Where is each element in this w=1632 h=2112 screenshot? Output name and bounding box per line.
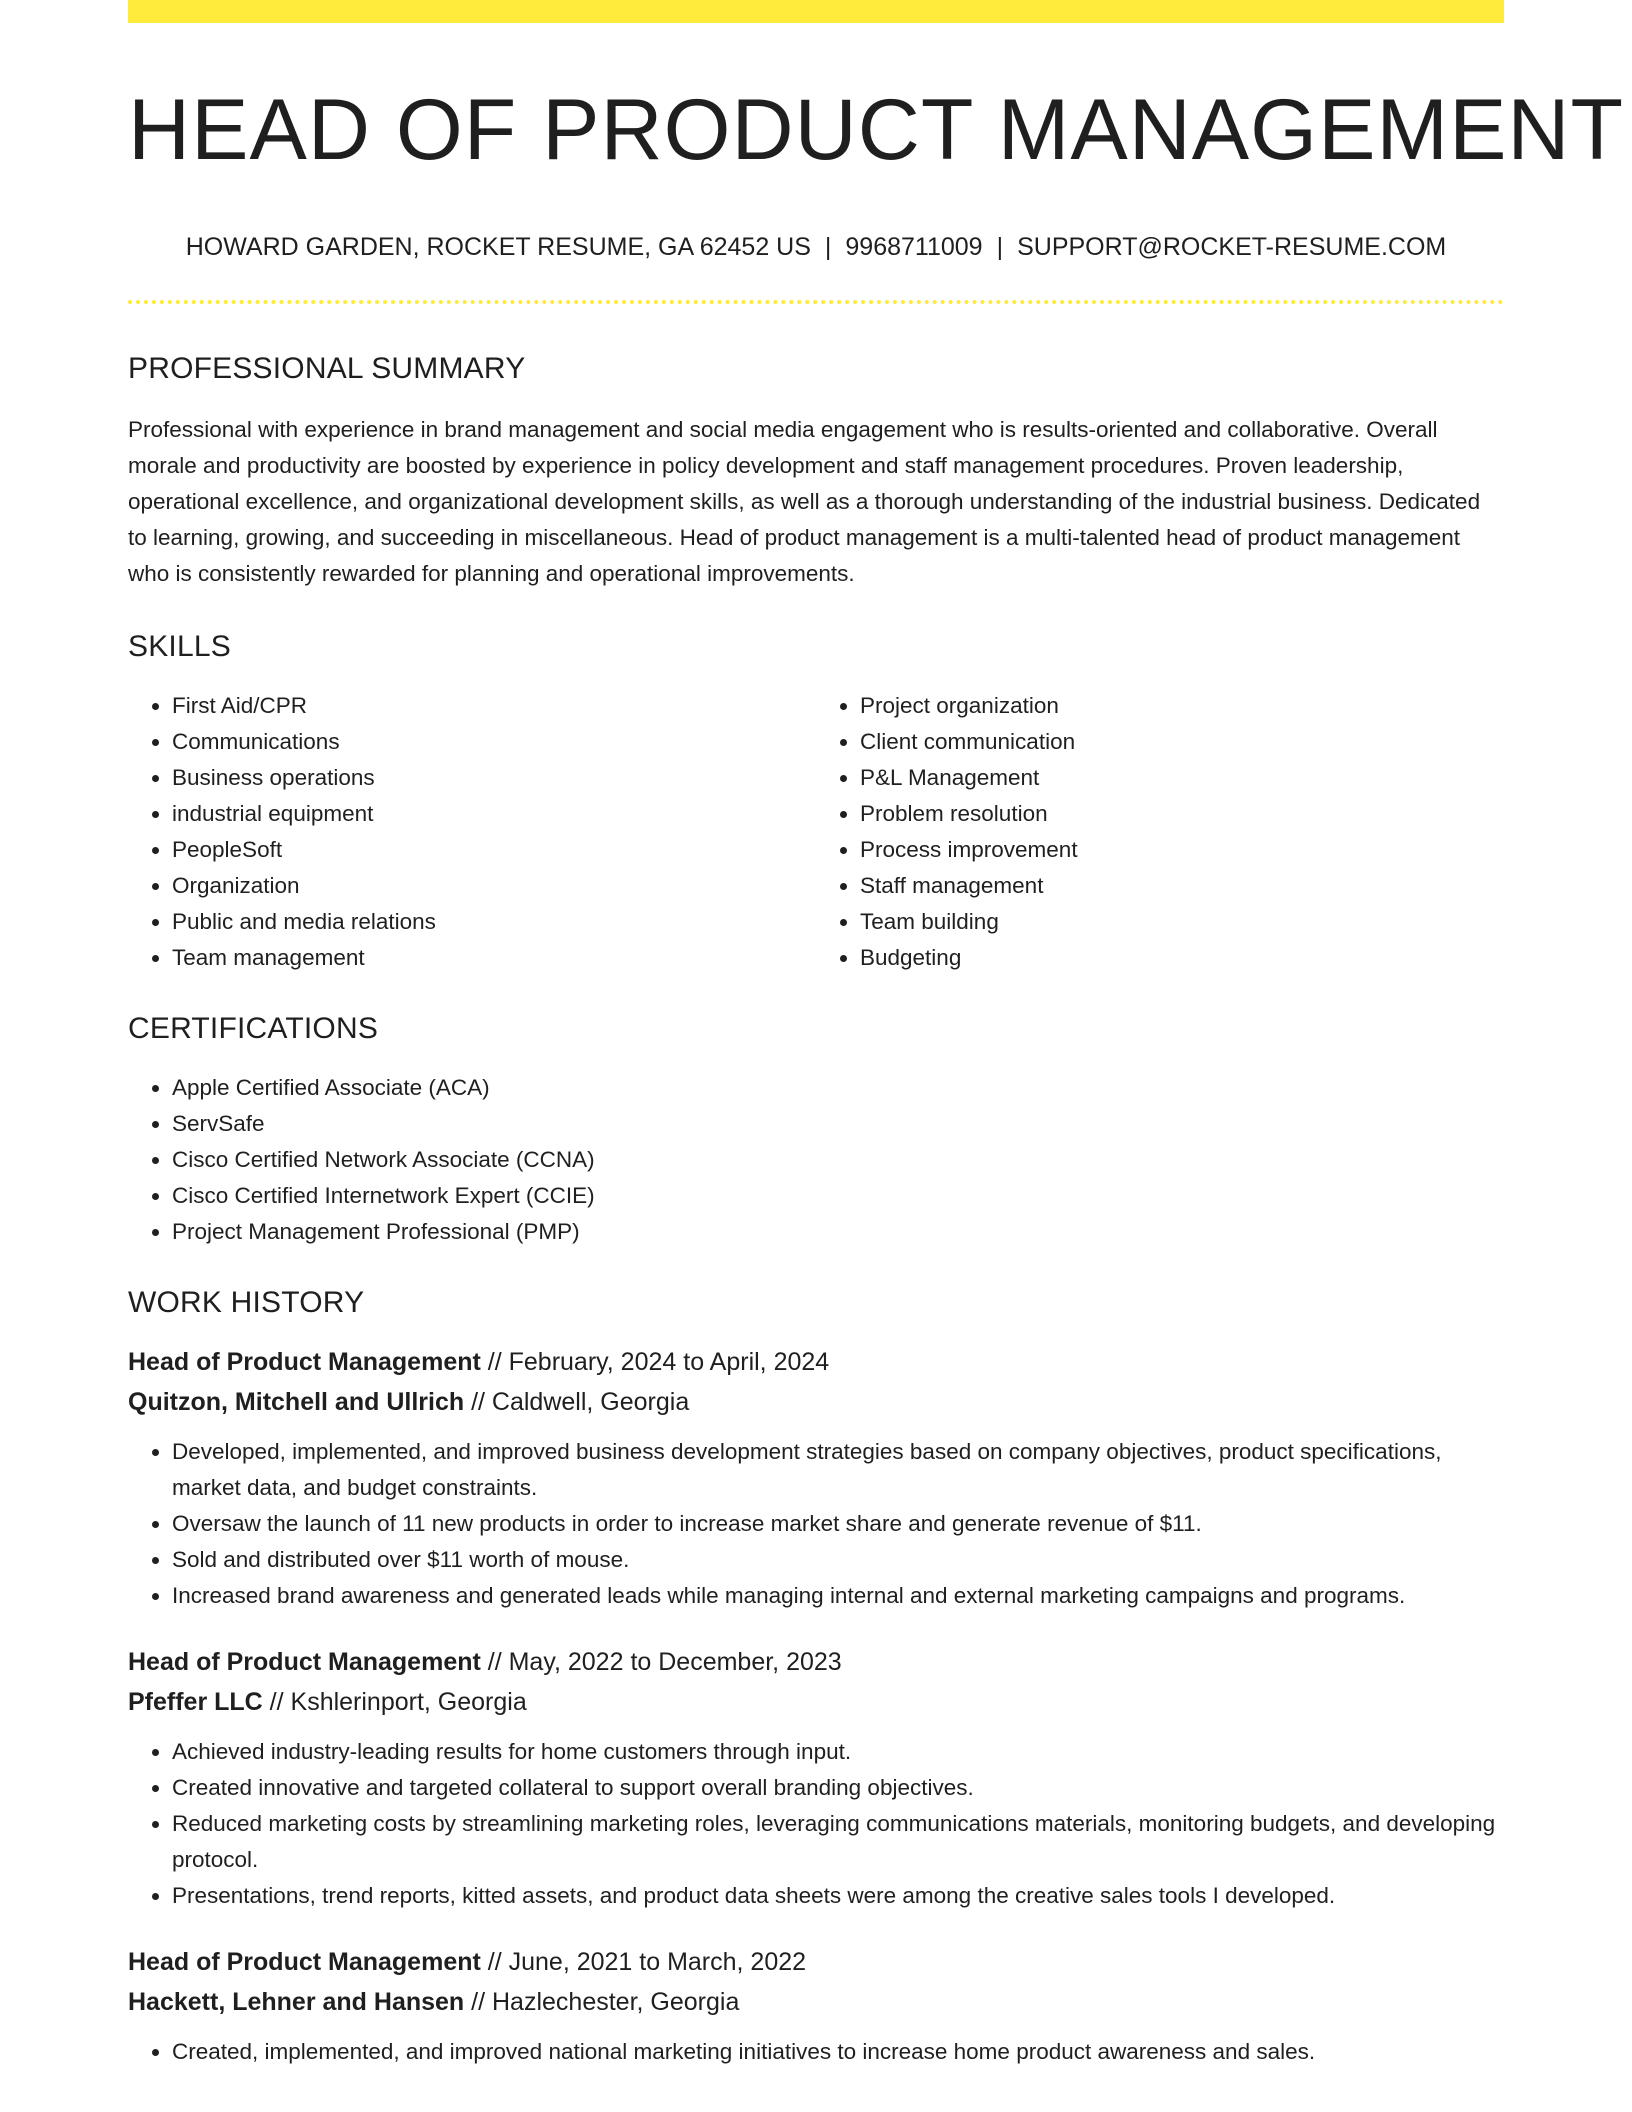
job-location: // Kshlerinport, Georgia (262, 1688, 527, 1716)
job-title: Head of Product Management (128, 1348, 481, 1376)
job-company-line (128, 1982, 1504, 2022)
skill-item: • First Aid/CPR (172, 688, 816, 724)
job-dates: // June, 2021 to March, 2022 (480, 1948, 807, 1976)
job-bullet: • Oversaw the launch of 11 new products in order to increase market share and generate revenue of $11. (172, 1506, 1504, 1542)
skill-item: • industrial equipment (172, 796, 816, 832)
skill-item: • Business operations (172, 760, 816, 796)
skill-item: • Process improvement (860, 832, 1504, 868)
job-title-line (128, 1642, 1504, 1682)
contact-address: HOWARD GARDEN, ROCKET RESUME, GA 62452 US (185, 233, 811, 261)
skill-item: • Organization (172, 868, 816, 904)
skill-item: • Client communication (860, 724, 1504, 760)
resume-page (128, 0, 1625, 2070)
job-company: Hackett, Lehner and Hansen (128, 1988, 465, 2016)
job-bullet: • Created, implemented, and improved national marketing initiatives to increase home product awareness and sales. (172, 2034, 1504, 2070)
job-company: Pfeffer LLC (128, 1688, 263, 1716)
job-bullet: • Reduced marketing costs by streamlining marketing roles, leveraging communications materials, monitoring budgets, and developing protocol. (172, 1806, 1504, 1878)
job-bullets (128, 1734, 1504, 1914)
job-bullets (128, 2034, 1504, 2070)
job-bullet: • Presentations, trend reports, kitted assets, and product data sheets were among the creative sales tools I developed. (172, 1878, 1504, 1914)
job-entry (128, 1642, 1504, 1914)
work-history-heading: WORK HISTORY (128, 1286, 365, 1319)
skill-item: • Budgeting (860, 940, 1504, 976)
skill-item: • Communications (172, 724, 816, 760)
job-title: Head of Product Management (128, 1648, 481, 1676)
certification-item: • Cisco Certified Internetwork Expert (CCIE) (172, 1178, 1504, 1214)
job-title-line (128, 1342, 1504, 1382)
summary-text: Professional with experience in brand management and social media engagement who is results-oriented and collaborative. Overall morale and productivity are boosted by experience in policy development and staff management procedures. Proven leadership, operational excellence, and organizational development skills, as well as a thorough understanding of the industrial business. Dedicated to learning, growing, and succeeding in miscellaneous. Head of product management is a multi-talented head of product management who is consistently rewarded for planning and operational improvements. (128, 417, 1481, 586)
skills-columns (128, 688, 1504, 976)
job-location: // Caldwell, Georgia (464, 1388, 690, 1416)
certification-item: • Cisco Certified Network Associate (CCNA) (172, 1142, 1504, 1178)
skill-item: • Public and media relations (172, 904, 816, 940)
job-dates: // May, 2022 to December, 2023 (480, 1648, 842, 1676)
certifications-list (128, 1070, 1504, 1250)
job-title-line (128, 1942, 1504, 1982)
top-accent-bar (128, 0, 1504, 23)
job-company-line (128, 1682, 1504, 1722)
skill-item: • P&L Management (860, 760, 1504, 796)
job-entry (128, 1342, 1504, 1614)
skills-list-left (128, 688, 816, 976)
contact-email[interactable]: SUPPORT@ROCKET-RESUME.COM (1017, 233, 1447, 261)
job-bullet: • Sold and distributed over $11 worth of mouse. (172, 1542, 1504, 1578)
skill-item: • PeopleSoft (172, 832, 816, 868)
certifications-heading: CERTIFICATIONS (128, 1012, 379, 1045)
skill-item: • Staff management (860, 868, 1504, 904)
summary-heading: PROFESSIONAL SUMMARY (128, 352, 526, 385)
skill-item: • Problem resolution (860, 796, 1504, 832)
contact-separator: | (824, 233, 832, 261)
job-company: Quitzon, Mitchell and Ullrich (128, 1388, 465, 1416)
job-bullets (128, 1434, 1504, 1614)
contact-separator: | (996, 233, 1004, 261)
skill-item: • Team building (860, 904, 1504, 940)
job-bullet: • Achieved industry-leading results for home customers through input. (172, 1734, 1504, 1770)
certification-item: • Project Management Professional (PMP) (172, 1214, 1504, 1250)
dotted-divider (128, 300, 1504, 304)
contact-phone[interactable]: 9968711009 (845, 233, 983, 261)
skills-heading: SKILLS (128, 630, 231, 663)
resume-title: HEAD OF PRODUCT MANAGEMENT (128, 82, 1625, 178)
job-bullet: • Created innovative and targeted collateral to support overall branding objectives. (172, 1770, 1504, 1806)
skill-item: • Team management (172, 940, 816, 976)
job-title: Head of Product Management (128, 1948, 481, 1976)
certification-item: • ServSafe (172, 1106, 1504, 1142)
skill-item: • Project organization (860, 688, 1504, 724)
job-entry (128, 1942, 1504, 2070)
job-company-line (128, 1382, 1504, 1422)
contact-line (128, 235, 1504, 260)
job-bullet: • Developed, implemented, and improved business development strategies based on company objectives, product specifications, market data, and budget constraints. (172, 1434, 1504, 1506)
certification-item: • Apple Certified Associate (ACA) (172, 1070, 1504, 1106)
job-dates: // February, 2024 to April, 2024 (480, 1348, 830, 1376)
job-location: // Hazlechester, Georgia (464, 1988, 740, 2016)
skills-list-right (816, 688, 1504, 976)
job-bullet: • Increased brand awareness and generated leads while managing internal and external marketing campaigns and programs. (172, 1578, 1504, 1614)
